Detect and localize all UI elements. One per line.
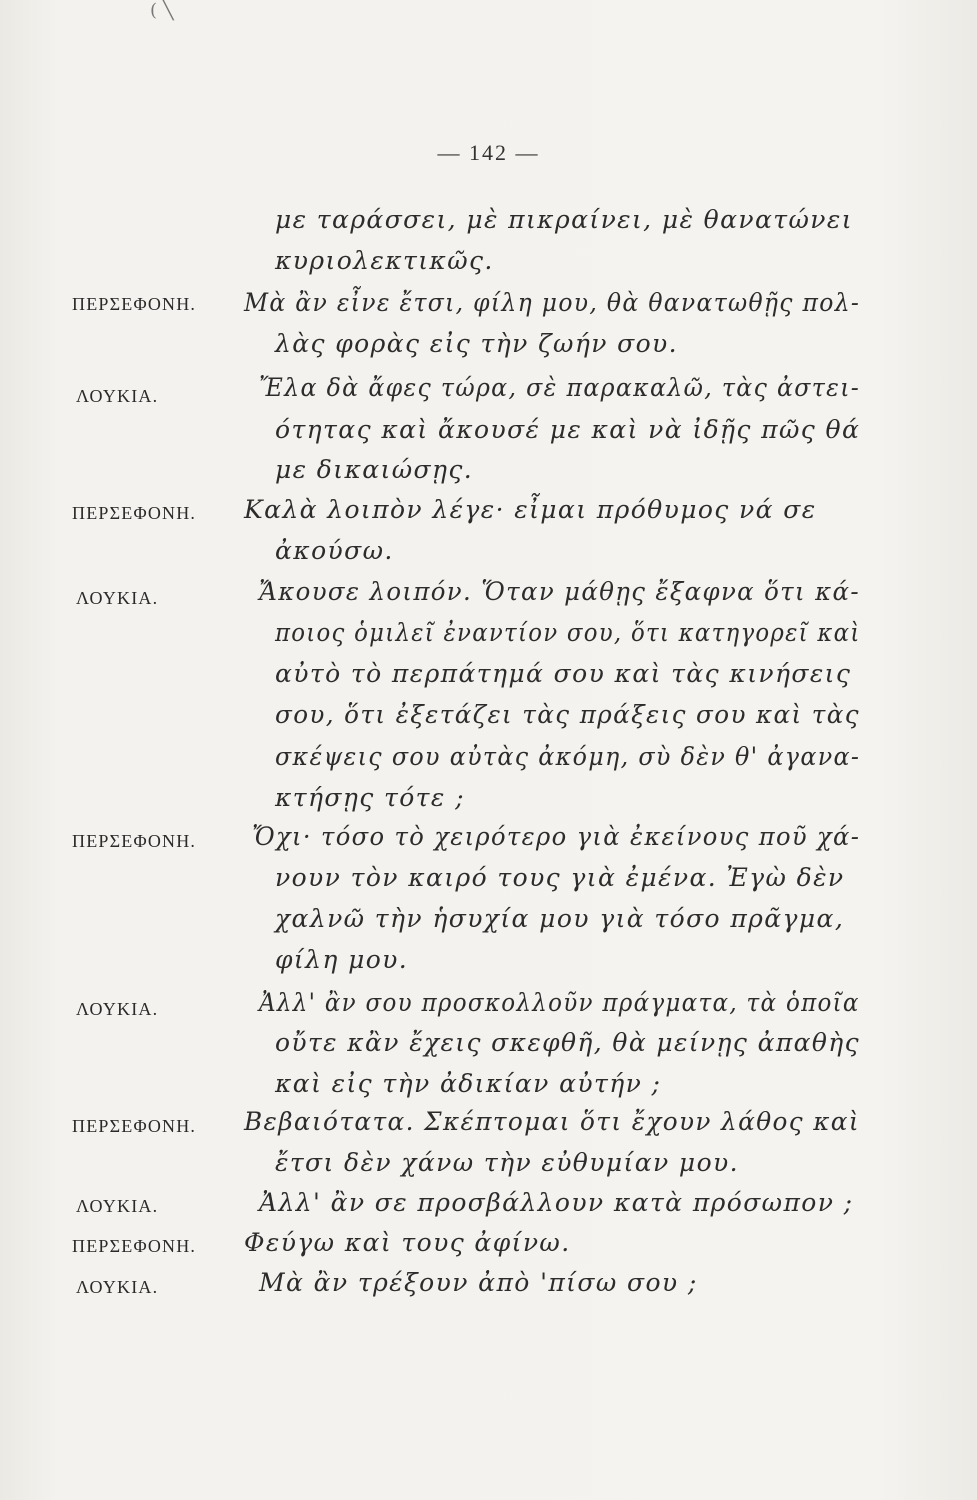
text-line: σου, ὅτι ἐξετάζει τὰς πράξεις σου καὶ τὰς <box>275 700 860 729</box>
text-line: Μὰ ἂν εἶνε ἔτσι, φίλη μου, θὰ θανατωθῇς πολ- <box>244 288 861 317</box>
text-line: Φεύγω καὶ τους ἀφίνω. <box>244 1228 571 1257</box>
speaker-label-persephone: ΠΕΡΣΕΦΟΝΗ. <box>72 294 197 314</box>
speaker-label-loukia: ΛΟΥΚΙΑ. <box>76 386 159 406</box>
speaker-label-loukia: ΛΟΥΚΙΑ. <box>76 588 159 608</box>
page-number: — 142 — <box>437 140 540 165</box>
speaker-label-loukia: ΛΟΥΚΙΑ. <box>76 1277 159 1297</box>
text-line: κυριολεκτικῶς. <box>275 246 494 275</box>
text-line: Μὰ ἂν τρέξουν ἀπὸ 'πίσω σου ; <box>259 1268 698 1297</box>
speaker-label-persephone: ΠΕΡΣΕΦΟΝΗ. <box>72 1116 197 1136</box>
text-line: ότητας καὶ ἄκουσέ με καὶ νὰ ἰδῇς πῶς θά <box>275 415 861 444</box>
text-line: Βεβαιότατα. Σκέπτομαι ὅτι ἔχουν λάθος καὶ <box>244 1107 860 1136</box>
text-line: ἔτσι δὲν χάνω τὴν εὐθυμίαν μου. <box>275 1148 739 1177</box>
text-line: ποιος ὁμιλεῖ ἐναντίον σου, ὅτι κατηγορεῖ καὶ <box>275 618 861 647</box>
speaker-label-loukia: ΛΟΥΚΙΑ. <box>76 999 159 1019</box>
text-line: με ταράσσει, μὲ πικραίνει, μὲ θανατώνει <box>275 205 853 234</box>
text-line: λὰς φορὰς εἰς τὴν ζωήν σου. <box>275 329 678 358</box>
text-line: οὔτε κἂν ἔχεις σκεφθῆ, θὰ μείνῃς ἀπαθὴς <box>275 1028 861 1057</box>
text-line: κτήσῃς τότε ; <box>275 783 465 812</box>
text-line: ἀκούσω. <box>275 536 394 565</box>
text-line: Ἀλλ' ἂν σε προσβάλλουν κατὰ πρόσωπον ; <box>259 1188 854 1217</box>
scan-edge-mark: ( ╲ <box>150 0 174 21</box>
text-line: καὶ εἰς τὴν ἀδικίαν αὐτήν ; <box>275 1069 662 1098</box>
text-line: φίλη μου. <box>275 945 409 974</box>
text-line: αὐτὸ τὸ περπάτημά σου καὶ τὰς κινήσεις <box>275 659 852 688</box>
text-line: Καλὰ λοιπὸν λέγε· εἶμαι πρόθυμος νά σε <box>244 495 817 524</box>
speaker-label-loukia: ΛΟΥΚΙΑ. <box>76 1196 159 1216</box>
text-line: Ἔλα δὰ ἄφες τώρα, σὲ παρακαλῶ, τὰς ἀστει- <box>259 373 861 402</box>
text-line: νουν τὸν καιρό τους γιὰ ἐμένα. Ἐγὼ δὲν <box>275 863 845 892</box>
text-line: χαλνῶ τὴν ἡσυχία μου γιὰ τόσο πρᾶγμα, <box>275 904 845 933</box>
text-line: Ἀλλ' ἂν σου προσκολλοῦν πράγματα, τὰ ὁποῖα <box>259 988 860 1017</box>
speaker-label-persephone: ΠΕΡΣΕΦΟΝΗ. <box>72 831 197 851</box>
text-line: Ὄχι· τόσο τὸ χειρότερο γιὰ ἐκείνους ποῦ χά- <box>252 822 861 851</box>
text-line: με δικαιώσῃς. <box>275 455 474 484</box>
text-line: σκέψεις σου αὐτὰς ἀκόμη, σὺ δὲν θ' ἀγανα- <box>275 742 861 771</box>
text-line: Ἄκουσε λοιπόν. Ὅταν μάθῃς ἔξαφνα ὅτι κά- <box>259 577 860 606</box>
speaker-label-persephone: ΠΕΡΣΕΦΟΝΗ. <box>72 503 197 523</box>
speaker-label-persephone: ΠΕΡΣΕΦΟΝΗ. <box>72 1236 197 1256</box>
